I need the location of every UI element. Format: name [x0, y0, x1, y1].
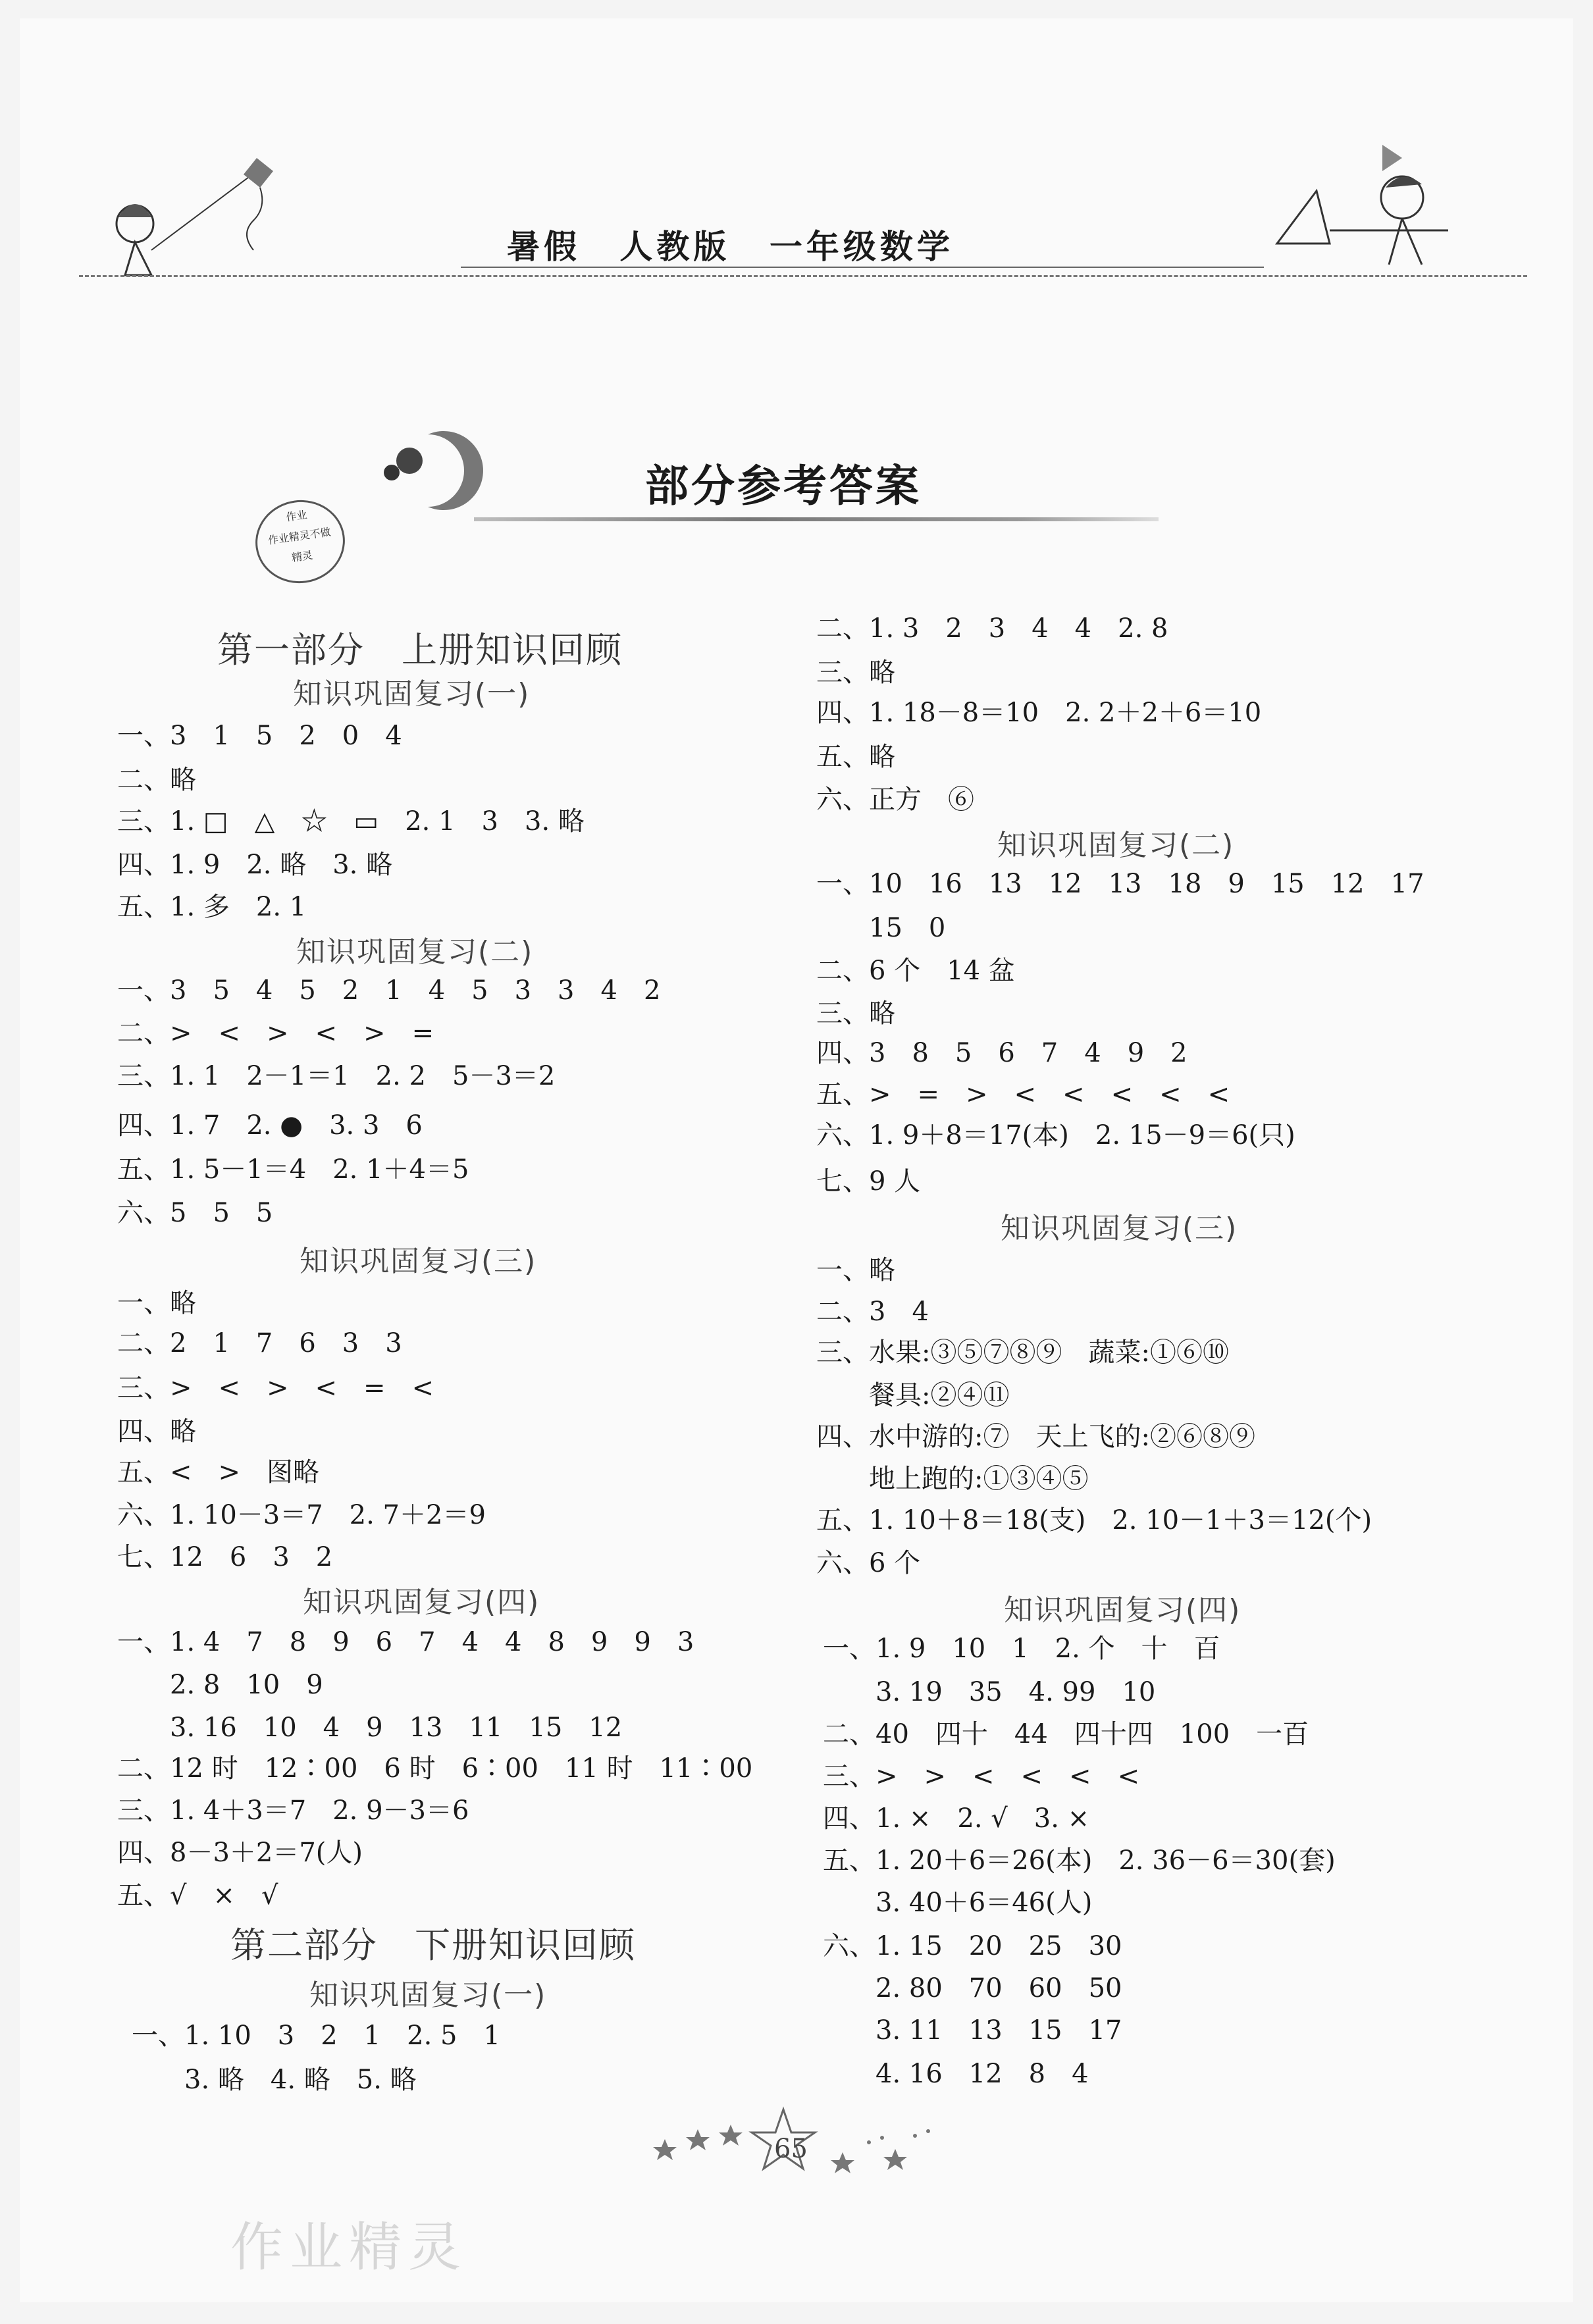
stamp-line-1: 作业: [285, 508, 308, 524]
answer-line: 二、略: [117, 765, 196, 795]
answer-line: 四、1. 9 2. 略 3. 略: [117, 850, 393, 880]
answer-line: 五、略: [816, 742, 895, 772]
girl-kite-illustration: [105, 145, 303, 290]
answer-line: 3. 11 13 15 17: [823, 2015, 1122, 2046]
watermark: 作业精灵: [230, 2217, 467, 2278]
answer-line: 三、1. 1 2－1＝1 2. 2 5－3＝2: [117, 1061, 556, 1091]
answer-line: 3. 略 4. 略 5. 略: [132, 2065, 417, 2095]
answer-line: 五、> = > < < < < <: [816, 1079, 1230, 1110]
answer-line: 六、正方 ⑥: [816, 785, 974, 815]
stamp-line-2: 作业精灵不做: [267, 525, 332, 547]
answer-line: 二、3 4: [816, 1297, 929, 1327]
answer-line: 四、水中游的:⑦ 天上飞的:②⑥⑧⑨: [816, 1422, 1255, 1452]
answer-line: 2. 80 70 60 50: [823, 1973, 1122, 2003]
answer-line: 一、1. 10 3 2 1 2. 5 1: [132, 2021, 500, 2051]
answer-line: 三、1. □ △ ☆ ▭ 2. 1 3 3. 略: [117, 806, 585, 837]
answer-line: 二、2 1 7 6 3 3: [117, 1328, 402, 1358]
answer-line: 七、12 6 3 2: [117, 1542, 333, 1572]
answer-line: 五、1. 5－1＝4 2. 1＋4＝5: [117, 1154, 469, 1185]
answer-line: 4. 16 12 8 4: [823, 2059, 1089, 2089]
answer-line: 三、略: [816, 658, 895, 688]
section-title: 知识巩固复习(四): [303, 1586, 540, 1619]
answer-line: 四、1. 18－8＝10 2. 2＋2＋6＝10: [816, 698, 1262, 728]
answer-line: 一、10 16 13 12 13 18 9 15 12 17: [816, 869, 1424, 899]
answer-line: 六、1. 10－3＝7 2. 7＋2＝9: [117, 1500, 486, 1530]
answer-line: 三、略: [816, 998, 895, 1029]
answer-line: 一、1. 9 10 1 2. 个 十 百: [823, 1634, 1220, 1664]
answer-line: 3. 19 35 4. 99 10: [823, 1677, 1156, 1707]
answer-line: 五、1. 20＋6＝26(本) 2. 36－6＝30(套): [823, 1846, 1336, 1876]
answer-line: 四、3 8 5 6 7 4 9 2: [816, 1038, 1188, 1068]
answer-line: 餐具:②④⑪: [816, 1380, 1010, 1410]
header-solid-rule: [461, 267, 1264, 268]
answer-line: 七、9 人: [816, 1166, 921, 1197]
answer-line: 五、1. 多 2. 1: [117, 892, 307, 922]
header-season: 暑假: [507, 228, 581, 266]
answer-line: 一、略: [117, 1288, 196, 1318]
header-subject: 一年级数学: [769, 228, 954, 266]
answer-line: 2. 8 10 9: [117, 1670, 323, 1700]
moon-decoration: [375, 421, 507, 520]
header-title: [507, 220, 1099, 268]
answer-line: 地上跑的:①③④⑤: [816, 1464, 1089, 1494]
title-rule: [474, 517, 1159, 521]
answer-line: 四、1. 7 2. ● 3. 3 6: [117, 1110, 423, 1141]
answer-line: 二、> < > < > =: [117, 1018, 434, 1048]
part2-heading: 第二部分 下册知识回顾: [230, 1924, 636, 1966]
answer-line: 五、√ × √: [117, 1880, 278, 1911]
answer-line: 3. 16 10 4 9 13 11 15 12: [117, 1713, 623, 1743]
section-title: 知识巩固复习(四): [1004, 1593, 1241, 1627]
answer-line: 二、40 四十 44 四十四 100 一百: [823, 1719, 1309, 1749]
answer-line: 三、水果:③⑤⑦⑧⑨ 蔬菜:①⑥⑩: [816, 1337, 1229, 1368]
answer-line: 3. 40＋6＝46(人): [823, 1888, 1093, 1918]
section-title: 知识巩固复习(一): [293, 677, 531, 711]
answer-line: 一、3 5 4 5 2 1 4 5 3 3 4 2: [117, 975, 661, 1006]
answer-line: 二、12 时 12∶00 6 时 6∶00 11 时 11∶00: [117, 1753, 753, 1784]
header-dashed-rule: [79, 275, 1527, 277]
answer-line: 三、> > < < < <: [823, 1761, 1140, 1792]
section-title: 知识巩固复习(三): [300, 1245, 537, 1278]
part1-heading: 第一部分 上册知识回顾: [217, 629, 623, 671]
answer-line: 三、> < > < = <: [117, 1373, 434, 1403]
answer-line: 四、1. × 2. √ 3. ×: [823, 1803, 1090, 1834]
answer-line: 六、5 5 5: [117, 1198, 273, 1228]
answer-line: 六、6 个: [816, 1548, 921, 1578]
answer-line: 二、1. 3 2 3 4 4 2. 8: [816, 613, 1168, 644]
stamp-line-3: 精灵: [290, 548, 314, 564]
answer-line: 二、6 个 14 盆: [816, 956, 1015, 986]
answer-line: 四、略: [117, 1416, 196, 1447]
boy-horse-illustration: [1251, 132, 1461, 283]
answer-line: 15 0: [816, 913, 946, 943]
answer-line: 四、8－3＋2＝7(人): [117, 1838, 363, 1868]
answer-line: 一、3 1 5 2 0 4: [117, 721, 402, 751]
answer-line: 六、1. 9＋8＝17(本) 2. 15－9＝6(只): [816, 1120, 1295, 1150]
answer-line: 一、略: [816, 1255, 895, 1285]
page-number: 65: [774, 2134, 808, 2164]
section-title: 知识巩固复习(一): [309, 1978, 547, 2012]
section-title: 知识巩固复习(二): [296, 935, 534, 969]
answer-line: 一、1. 4 7 8 9 6 7 4 4 8 9 9 3: [117, 1627, 694, 1657]
section-title: 知识巩固复习(三): [1001, 1212, 1238, 1245]
answer-line: 三、1. 4＋3＝7 2. 9－3＝6: [117, 1795, 469, 1826]
page-title: 部分参考答案: [645, 460, 922, 511]
header-edition: 人教版: [619, 228, 731, 266]
answer-line: 五、< > 图略: [117, 1457, 320, 1487]
answer-line: 六、1. 15 20 25 30: [823, 1931, 1122, 1961]
section-title: 知识巩固复习(二): [997, 829, 1235, 862]
answer-line: 五、1. 10＋8＝18(支) 2. 10－1＋3＝12(个): [816, 1505, 1372, 1536]
